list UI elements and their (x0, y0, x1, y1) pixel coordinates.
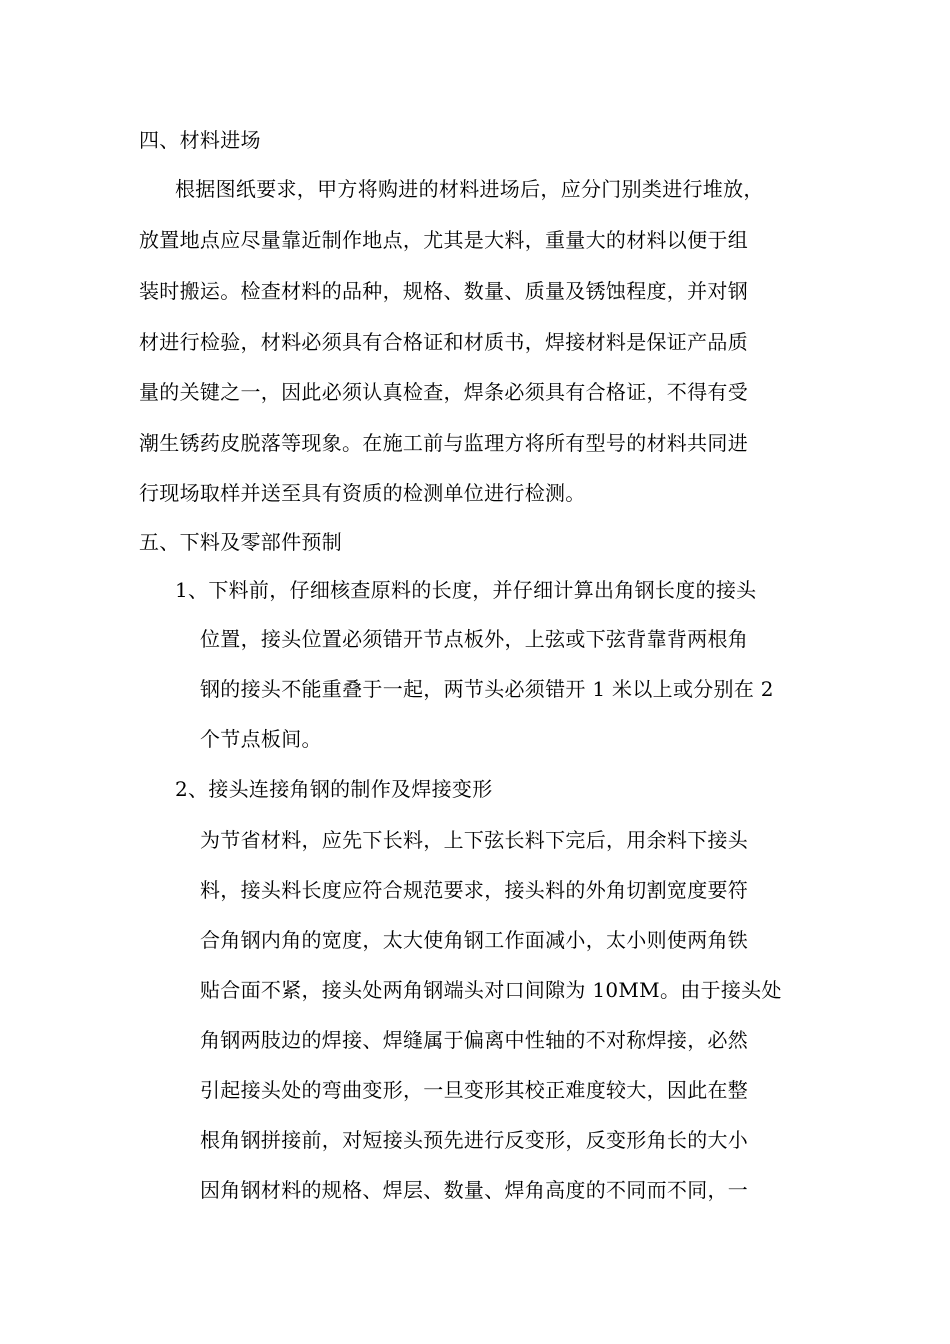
item-2-line-1: 为节省材料，应先下长料，上下弦长料下完后，用余料下接头 (200, 828, 749, 852)
section-4-paragraph-line-2: 放置地点应尽量靠近制作地点，尤其是大料，重量大的材料以便于组 (139, 228, 748, 252)
section-4-heading: 四、材料进场 (139, 128, 261, 152)
section-4-paragraph-line-6: 潮生锈药皮脱落等现象。在施工前与监理方将所有型号的材料共同进 (139, 431, 748, 455)
item-2-line-2: 料，接头料长度应符合规范要求，接头料的外角切割宽度要符 (200, 878, 749, 902)
item-1-line-1: 1、下料前，仔细核查原料的长度，并仔细计算出角钢长度的接头 (175, 578, 757, 602)
item-1-line-4: 个节点板间。 (200, 727, 322, 751)
item-2-line-6: 引起接头处的弯曲变形，一旦变形其校正难度较大，因此在整 (200, 1078, 749, 1102)
item-1-line-3: 钢的接头不能重叠于一起，两节头必须错开 1 米以上或分别在 2 (200, 677, 774, 701)
item-2-heading: 2、接头连接角钢的制作及焊接变形 (175, 777, 493, 801)
item-1-line-2: 位置，接头位置必须错开节点板外，上弦或下弦背靠背两根角 (200, 627, 749, 651)
item-2-line-5: 角钢两肢边的焊接、焊缝属于偏离中性轴的不对称焊接，必然 (200, 1028, 749, 1052)
section-4-paragraph-line-7: 行现场取样并送至具有资质的检测单位进行检测。 (139, 481, 586, 505)
section-4-paragraph-line-1: 根据图纸要求，甲方将购进的材料进场后，应分门别类进行堆放， (175, 177, 764, 201)
section-4-paragraph-line-4: 材进行检验，材料必须具有合格证和材质书，焊接材料是保证产品质 (139, 330, 748, 354)
section-5-heading: 五、下料及零部件预制 (139, 530, 342, 554)
item-2-line-8: 因角钢材料的规格、焊层、数量、焊角高度的不同而不同，一 (200, 1178, 749, 1202)
item-2-line-7: 根角钢拼接前，对短接头预先进行反变形，反变形角长的大小 (200, 1128, 749, 1152)
item-2-line-4: 贴合面不紧，接头处两角钢端头对口间隙为 10MM。由于接头处 (200, 978, 782, 1002)
section-4-paragraph-line-3: 装时搬运。检查材料的品种，规格、数量、质量及锈蚀程度，并对钢 (139, 279, 748, 303)
item-2-line-3: 合角钢内角的宽度，太大使角钢工作面减小，太小则使两角铁 (200, 928, 749, 952)
section-4-paragraph-line-5: 量的关键之一，因此必须认真检查，焊条必须具有合格证，不得有受 (139, 380, 748, 404)
